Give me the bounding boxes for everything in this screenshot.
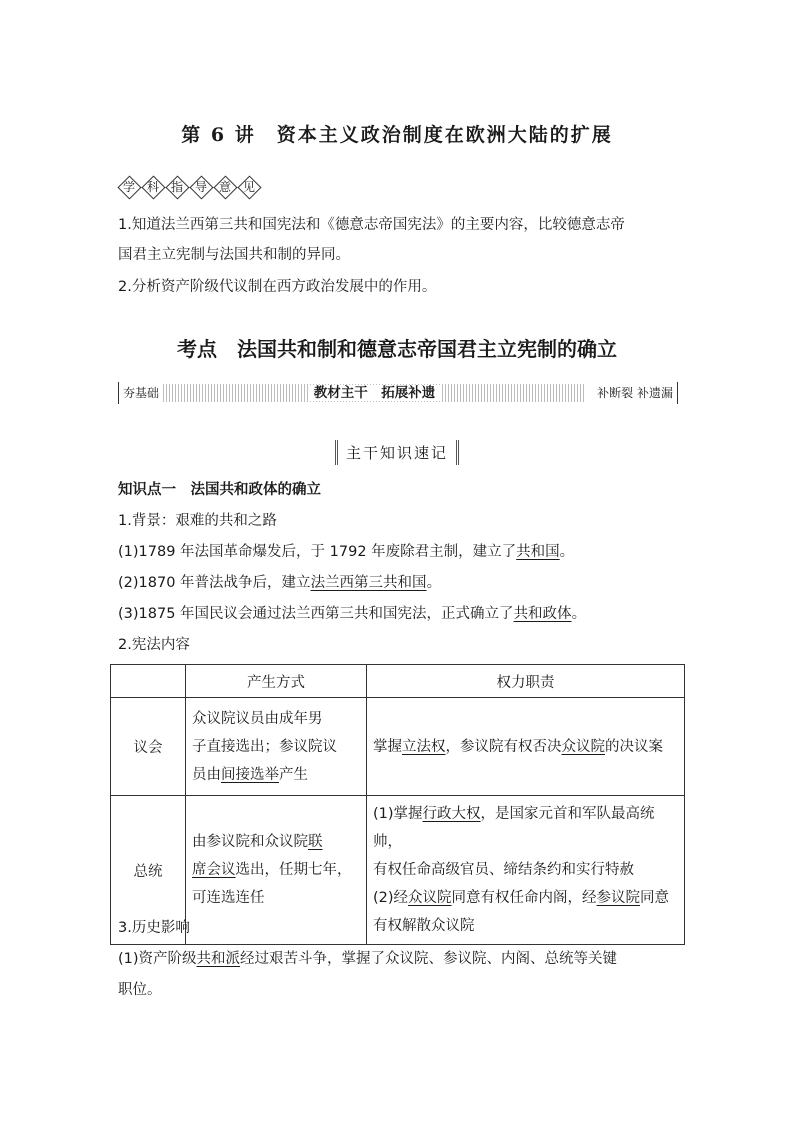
subject-guidance-badge [118,176,262,198]
banner-left: 夯基础 [118,382,159,404]
knowledge-point-heading: 知识点一 法国共和政体的确立 [118,482,321,498]
banner-right: 补断裂 补遗漏 [597,382,678,404]
section-title: 考点 法国共和制和德意志帝国君主立宪制的确立 [177,337,617,361]
lesson-title: 第 6 讲 资本主义政治制度在欧洲大陆的扩展 [181,124,613,146]
speed-heading-box [0,440,794,465]
guidance-line-3: 2.分析资产阶级代议制在西方政治发展中的作用。 [118,279,437,295]
parliament-power: 掌握立法权，参议院有权否决众议院的决议案 [367,698,685,796]
badge-char: 导 [190,176,212,198]
president-method: 由参议院和众议院联 席会议选出，任期七年， 可连选连任 [186,796,367,945]
background-line-2: (2)1870 年普法战争后，建立法兰西第三共和国。 [118,575,442,591]
influence-heading: 3.历史影响 [118,920,190,936]
background-line-3: (3)1875 年国民议会通过法兰西第三共和国宪法，正式确立了共和政体。 [118,606,587,622]
badge-char: 科 [142,176,164,198]
influence-line-2: 职位。 [118,982,162,998]
table-header-row [111,665,685,698]
background-line-1: (1)1789 年法国革命爆发后，于 1792 年废除君主制，建立了共和国。 [118,544,575,560]
speed-heading: 主干知识速记 [335,440,459,465]
background-heading: 1.背景：艰难的共和之路 [118,513,277,529]
row-label-parliament: 议会 [111,698,186,796]
column-method: 产生方式 [186,665,367,698]
guidance-line-1: 1.知道法兰西第三共和国宪法和《德意志帝国宪法》的主要内容，比较德意志帝 [118,217,625,233]
guidance-line-2: 国君主立宪制与法国共和制的异同。 [118,247,350,263]
row-label-president: 总统 [111,796,186,945]
badge-char: 指 [166,176,188,198]
constitution-table [110,664,685,945]
constitution-heading: 2.宪法内容 [118,637,190,653]
parliament-method: 众议院议员由成年男 子直接选出；参议院议 员由间接选举产生 [186,698,367,796]
president-power: (1)掌握行政大权，是国家元首和军队最高统帅， 有权任命高级官员、缔结条约和实行特赦 (2)经众议院同意有权任命内阁，经参议院同意 有权解散众议院 [367,796,685,945]
badge-char: 意 [214,176,236,198]
influence-line-1: (1)资产阶级共和派经过艰苦斗争，掌握了众议院、参议院、内阁、总统等关键 [118,951,618,967]
badge-char: 见 [238,176,260,198]
column-power: 权力职责 [367,665,685,698]
section-banner [118,382,678,404]
banner-middle: 教材主干 拓展补遗 [308,385,442,401]
table-corner-cell [111,665,186,698]
table-row [111,698,685,796]
badge-char: 学 [118,176,140,198]
banner-stripe [163,384,586,402]
